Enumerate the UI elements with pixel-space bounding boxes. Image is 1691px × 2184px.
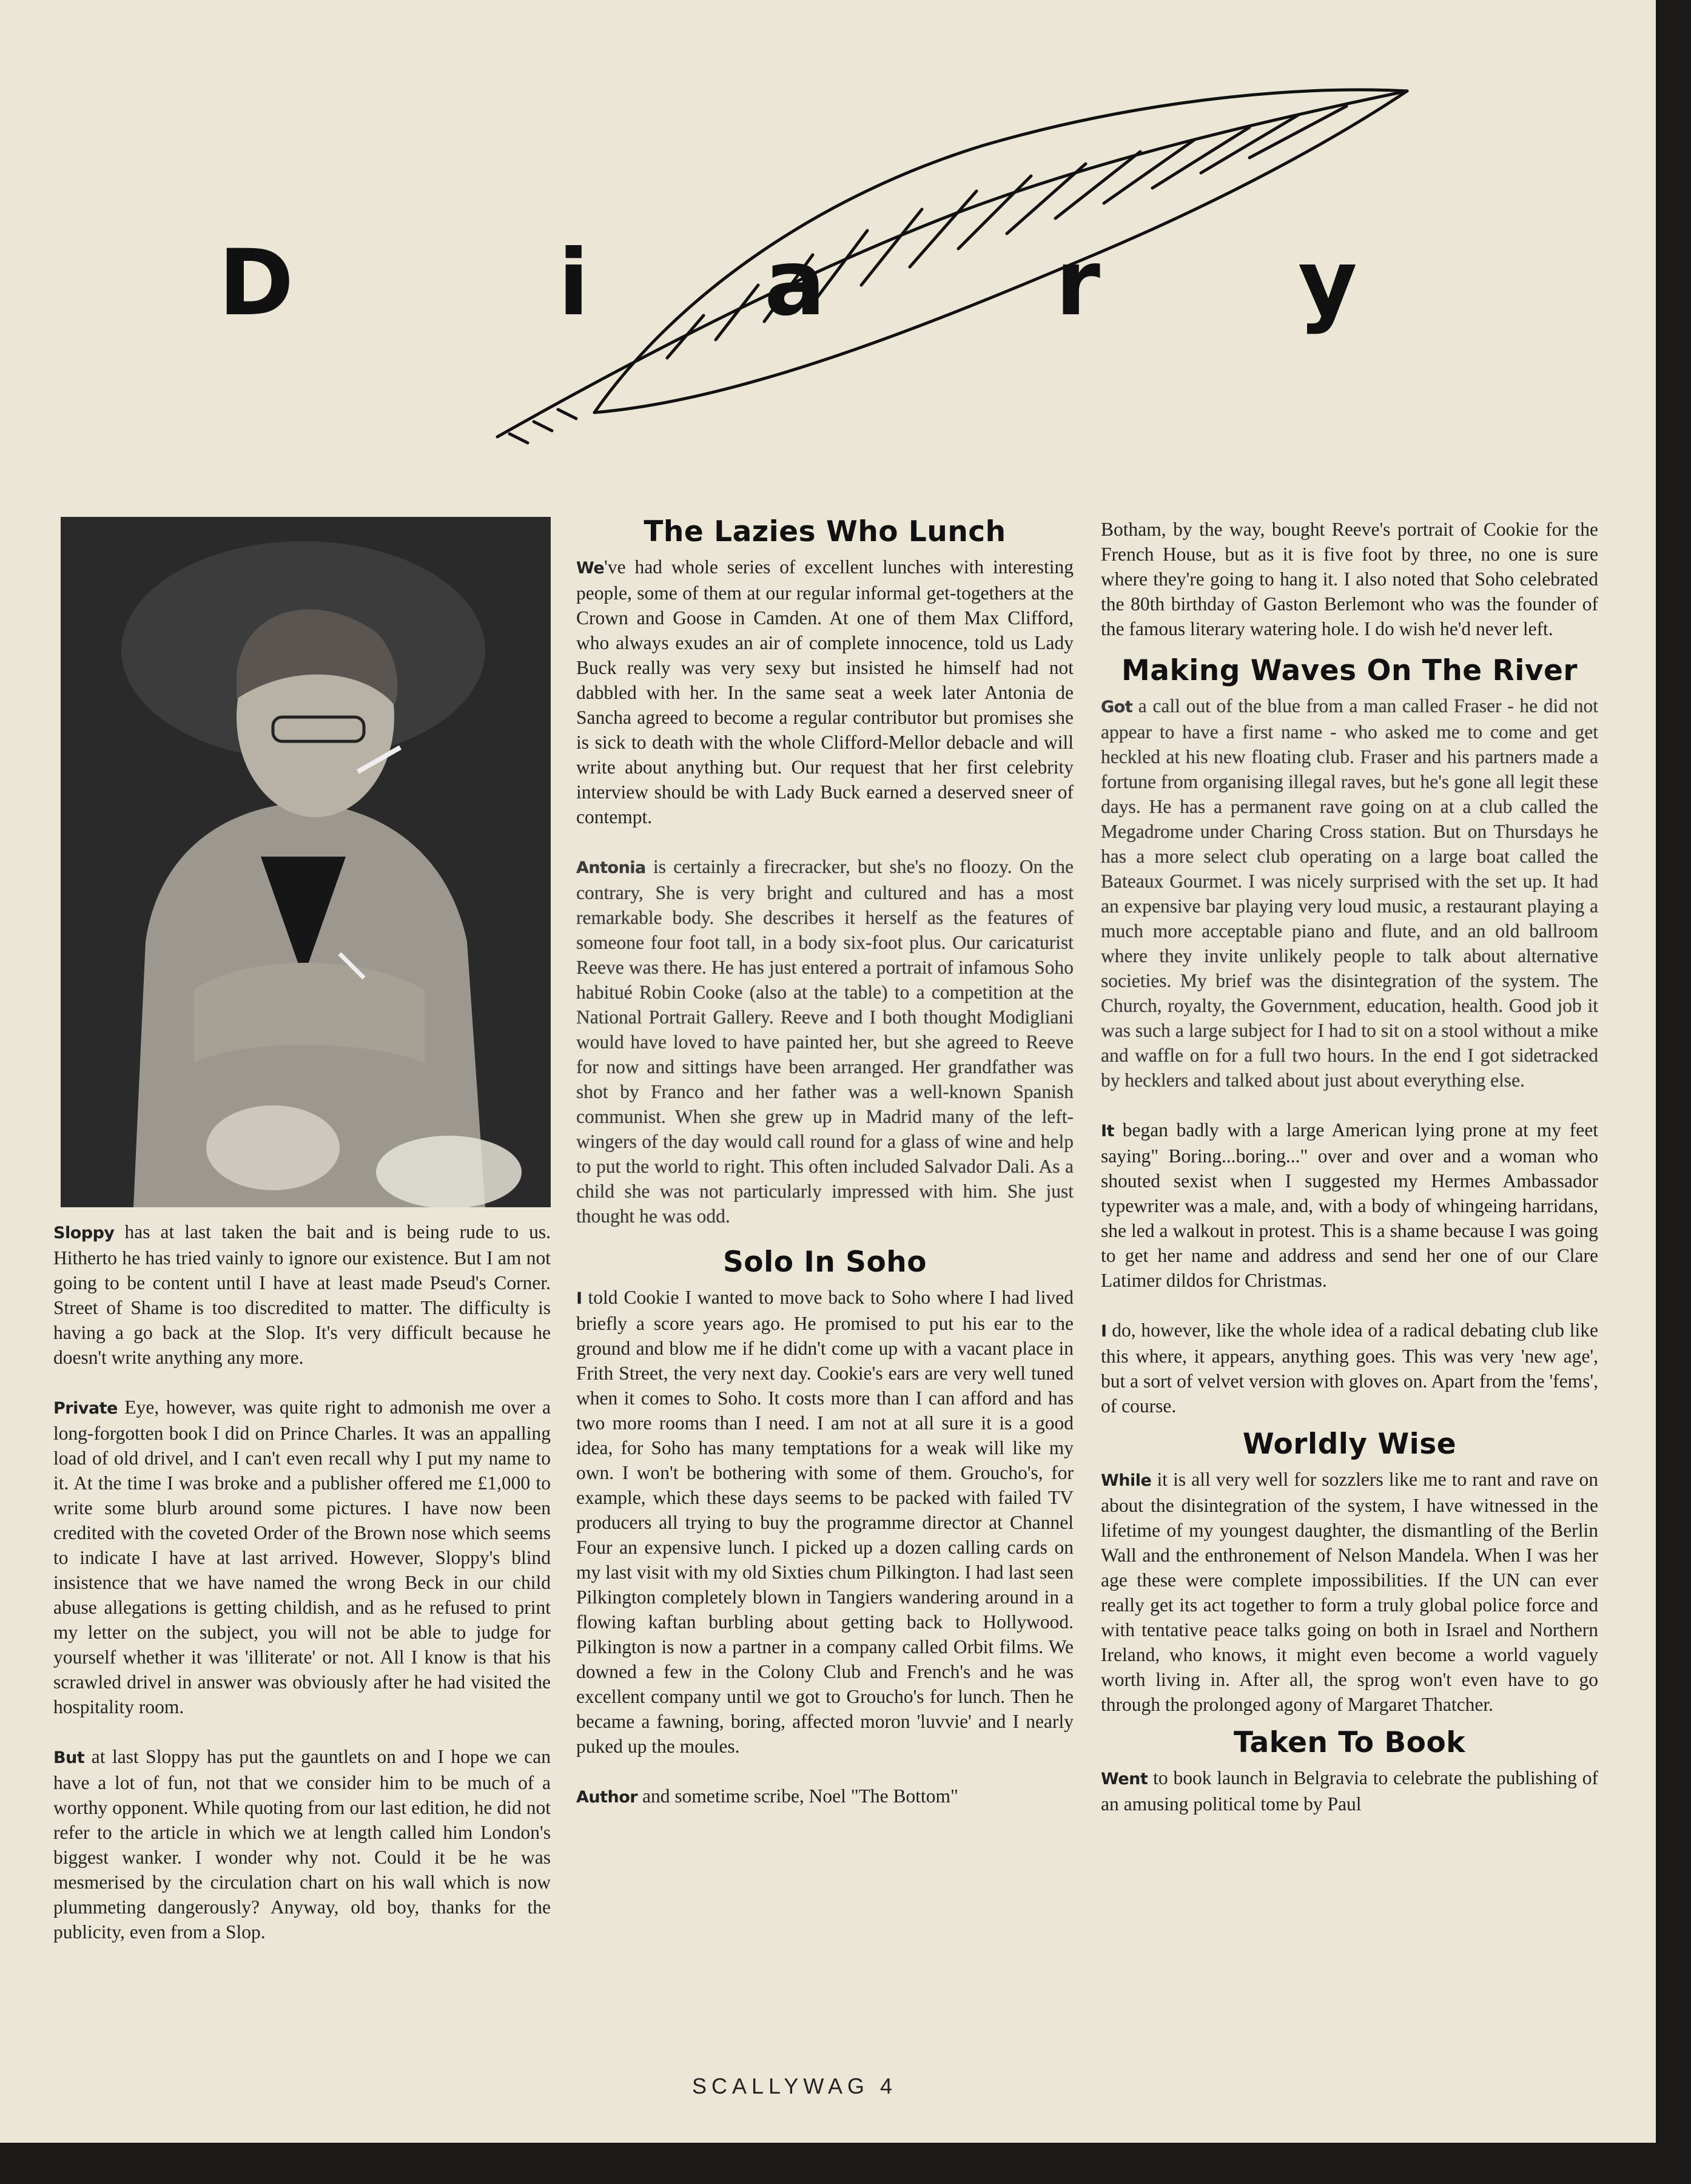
title-letter-y: y — [1298, 231, 1357, 336]
section-heading: The Lazies Who Lunch — [644, 515, 1006, 548]
lead-word: Got — [1101, 698, 1133, 716]
paragraph — [1101, 1318, 1598, 1418]
paragraph-text: told Cookie I wanted to move back to Soho where I had lived briefly a score years ago. He promised to put his ear to the ground and blow me if he didn't come up with a vacant place in Frith Street, the very next day. Cookie's ears are very well tuned when it comes to Soho. It costs more than I can afford and has two more rooms than I need. I am not at all sure it is a good idea, for Soho has many temptations for a weak will like my own. I won't be bothering with some of them. Groucho's, for example, which these days seems to be packed with failed TV producers all trying to buy the programme director at Channel Four an expensive lunch. I picked up a dozen calling cards on my last visit with my old Sixties chum Pilkington. I had last seen Pilkington completely blown in Tangiers wandering around in a flowing kaftan burbling about getting back to Hollywood. Pilkington is now a partner in a company called Orbit films. We downed a few in the Colony Club and French's and he was excellent company until we got to Groucho's for lunch. Then he became a fawning, boring, affected moron 'luvvie' and I nearly puked up the moules. — [576, 1287, 1074, 1757]
lead-word: But — [53, 1748, 85, 1767]
lead-word: Sloppy — [53, 1224, 115, 1242]
section-heading: Worldly Wise — [1242, 1427, 1457, 1461]
lead-word: Antonia — [576, 858, 646, 877]
column-left — [53, 1219, 551, 1969]
paragraph-text: and sometime scribe, Noel "The Bottom" — [637, 1785, 958, 1807]
paragraph-text: 've had whole series of excellent lunches with interesting people, some of them at our regular informal get-togethers at the Crown and Goose in Camden. At one of them Max Clifford, who always exudes an air of complete innocence, told us Lady Buck really was very sexy but insisted he himself had not dabbled with her. In the same seat a week later Antonia de Sancha agreed to become a regular contributor but promises she is sick to death with the whole Clifford-Mellor debacle and will write about anything but. Our request that her first celebrity interview should be with Lady Buck earned a deserved sneer of contempt. — [576, 556, 1074, 827]
paragraph-text: has at last taken the bait and is being rude to us. Hitherto he has tried vainly to ignore our existence. But I am not going to be content until I have at least made Pseud's Corner. Street of Shame is too discredited to matter. The difficulty is having a go back at the Slop. It's very difficult because he doesn't write anything any more. — [53, 1221, 551, 1368]
lead-word: Private — [53, 1399, 118, 1418]
paragraph-text: Eye, however, was quite right to admonish me over a long-forgotten book I did on Prince Charles. It was an appalling load of old drivel, and I can't even recall why I put my name to it. At the time I was broke and a publisher offered me £1,000 to write some blurb around some pictures. I have now been credited with the coveted Order of the Brown nose which seems to indicate I have at last arrived. However, Sloppy's blind insistence that we have named the wrong Beck in our child abuse allegations is getting childish, and as he refused to print my letter on the subject, you will not be able to judge for yourself whether it was 'illiterate' or not. All I know is that his scrawled drivel in answer was obviously after he had visited the hospitality room. — [53, 1397, 551, 1717]
paragraph — [576, 1784, 1074, 1810]
paragraph-text: Botham, by the way, bought Reeve's portrait of Cookie for the French House, but as it is five foot by three, no one is sure where they're going to hang it. I also noted that Soho celebrated the 80th birthday of Gaston Berlemont who was the founder of the famous literary watering hole. I do wish he'd never left. — [1101, 519, 1598, 639]
section-heading: Solo In Soho — [722, 1245, 927, 1279]
lead-word: Author — [576, 1788, 638, 1807]
lead-word: While — [1101, 1471, 1152, 1490]
lead-word: I — [1101, 1322, 1107, 1341]
paragraph — [1101, 1467, 1598, 1717]
paragraph — [1101, 517, 1598, 641]
lead-word: I — [576, 1289, 582, 1308]
section-heading: Taken To Book — [1233, 1726, 1466, 1759]
paragraph-text: do, however, like the whole idea of a radical debating club like this where, it appears, anything goes. This was very 'new age', but a sort of velvet version with gloves on. Apart from the 'fems', of course. — [1101, 1320, 1598, 1417]
title-letter-r: r — [1055, 231, 1100, 336]
paragraph — [576, 854, 1074, 1228]
paragraph-text: it is all very well for sozzlers like me to rant and rave on about the disintegration of the system, I have witnessed in the lifetime of my youngest daughter, the dismantling of the Berlin Wall and the enthronement of Nelson Mandela. When I was her age these were complete impossibilities. If the UN can ever really get its act together to form a truly global police force and with tentative peace talks going on both in Israel and Northern Ireland, who knows, it might even become a world vaguely worth living in. After all, the sprog won't even have to go through the prolonged agony of Margaret Thatcher. — [1101, 1469, 1598, 1715]
lead-word: Went — [1101, 1770, 1148, 1788]
paragraph-text: a call out of the blue from a man called Fraser - he did not appear to have a first name - who asked me to come and get heckled at his new floating club. Fraser and his partners made a fortune from organising illegal raves, but he's gone all legit these days. He has a permanent rave going on at a club called the Megadrome under Charing Cross station. But on Thursdays he has a more select club operating on a large boat called the Bateaux Gourmet. I was nicely surprised with the set up. It had an expensive bar playing very loud music, a restaurant playing a much more acceptable piano and flute, and an old ballroom where they invite unlikely people to talk about alternative societies. My brief was the disintegration of the system. The Church, royalty, the Government, education, health. Good job it was such a large subject for I had to sit on a stool without a mike and waffle on for a full two hours. In the end I got sidetracked by hecklers and talked about just about everything else. — [1101, 695, 1598, 1091]
title-letter-d: D — [218, 231, 294, 336]
title-letter-a: a — [764, 231, 826, 336]
section-heading: Making Waves On The River — [1121, 654, 1578, 687]
paragraph — [1101, 1117, 1598, 1293]
column-middle — [576, 514, 1074, 1835]
title-letter-i: i — [558, 231, 590, 336]
page-footer: SCALLYWAG 4 — [691, 2074, 898, 2098]
diary-title — [218, 231, 1401, 334]
paragraph — [53, 1395, 551, 1719]
paragraph — [576, 554, 1074, 829]
column-right — [1101, 517, 1598, 1841]
photo-illustration-icon — [61, 517, 551, 1207]
paragraph — [1101, 693, 1598, 1093]
paragraph — [53, 1744, 551, 1944]
paragraph-text: at last Sloppy has put the gauntlets on and I hope we can have a lot of fun, not that we consider him to be much of a worthy opponent. While quoting from our last edition, he did not refer to the article in which we at length called him London's biggest wanker. I wonder why not. Could it be he was mesmerised by the circulation chart on his wall which is now plummeting dangerously? Anyway, old boy, thanks for the publicity, even from a Slop. — [53, 1746, 551, 1943]
lead-word: We — [576, 559, 605, 578]
paragraph — [53, 1219, 551, 1370]
paragraph — [1101, 1765, 1598, 1816]
paragraph-text: to book launch in Belgravia to celebrate the publishing of an amusing political tome by Paul — [1101, 1767, 1598, 1815]
paragraph-text: is certainly a firecracker, but she's no floozy. On the contrary, She is very bright and cultured and has a most remarkable body. She describes it herself as the features of someone four foot tall, in a body six-foot plus. Our caricaturist Reeve was there. He has just entered a portrait of infamous Soho habitué Robin Cooke (also at the table) to a competition at the National Portrait Gallery. Reeve and I both thought Modigliani would have loved to have painted her, but she agreed to Reeve for now and sittings have been arranged. Her grandfather was shot by Franco and her father was a well-known Spanish communist. When she grew up in Madrid many of the left-wingers of the day would call round for a glass of wine and help to put the world to right. This often included Salvador Dali. As a child she was not particularly impressed with him. She just thought he was odd. — [576, 856, 1074, 1227]
paragraph-text: began badly with a large American lying prone at my feet saying" Boring...boring..." over and over and a woman who shouted sexist when I suggested my Hermes Ambassador typewriter was a male, and, with a body of whingeing harridans, she led a walkout in protest. This is a shame because I was going to get her name and address and send her one of our Clare Latimer dildos for Christmas. — [1101, 1119, 1598, 1291]
photo-of-man-with-cigarettes — [61, 517, 551, 1207]
paragraph — [576, 1285, 1074, 1759]
lead-word: It — [1101, 1122, 1114, 1141]
